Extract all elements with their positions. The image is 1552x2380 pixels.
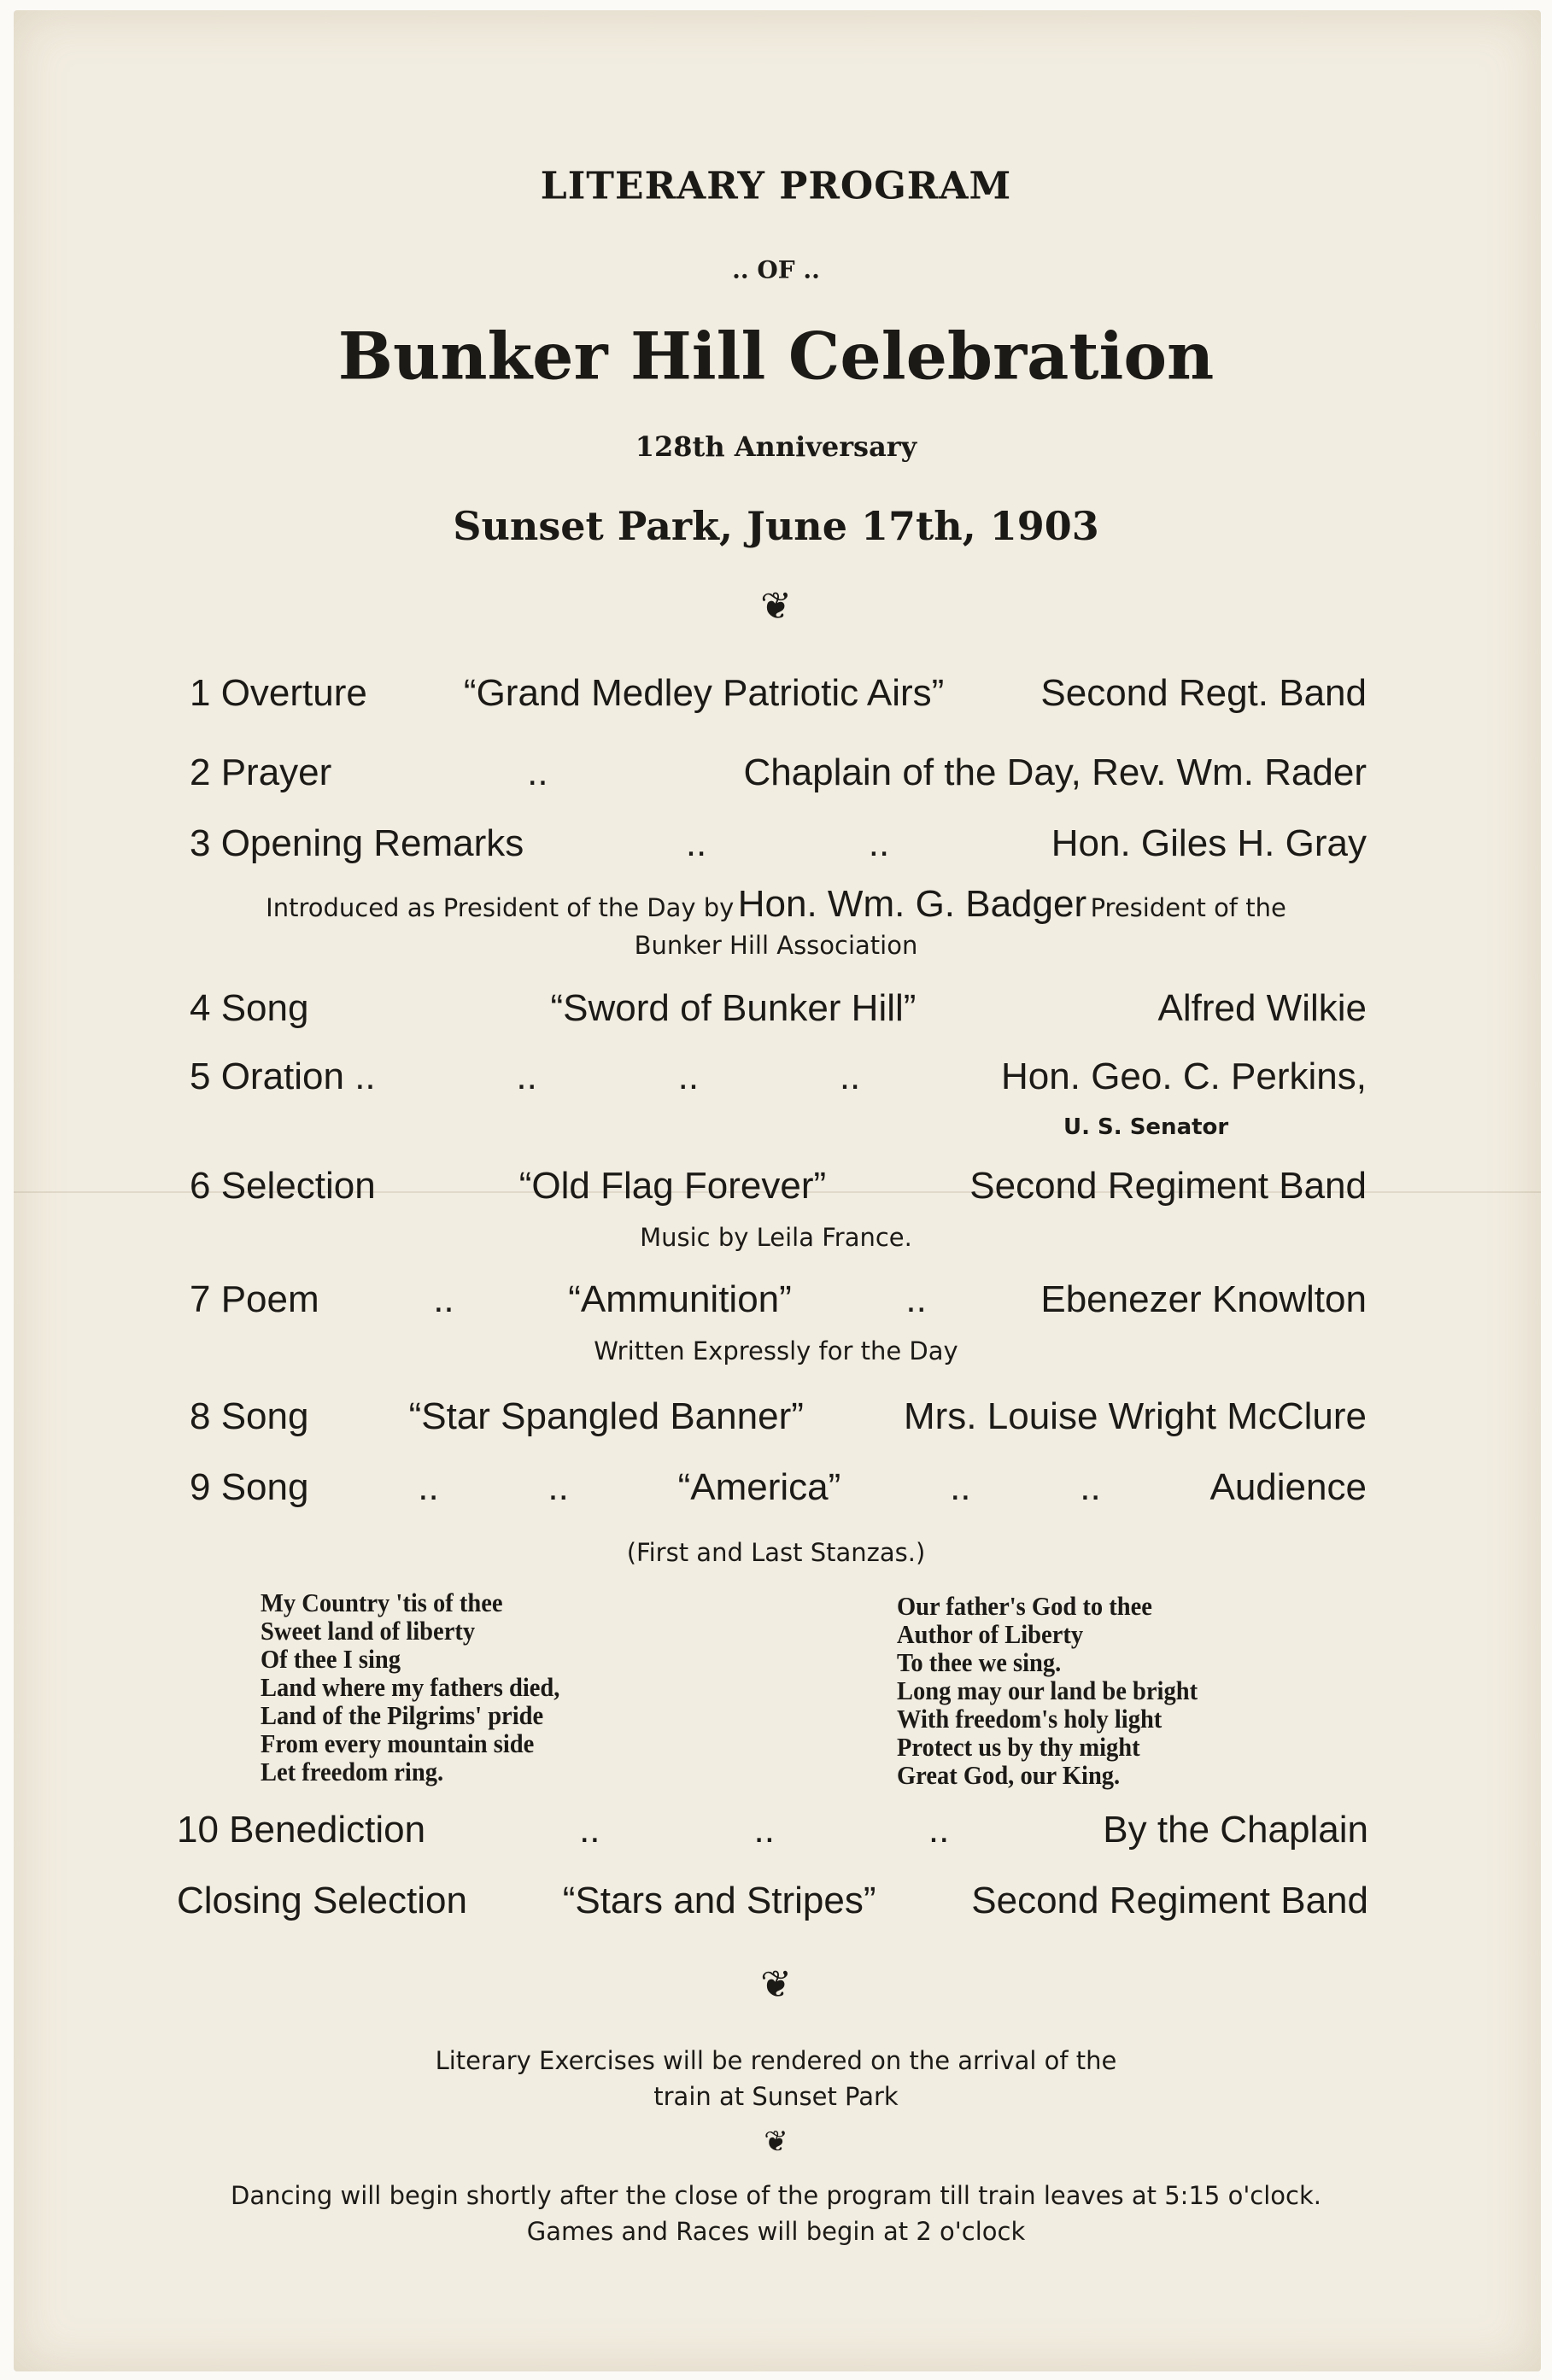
association-note: Bunker Hill Association [634, 931, 918, 960]
item-title: “Ammunition” [568, 1278, 792, 1320]
program-item [190, 1056, 1367, 1098]
item-performer: By the Chaplain [1103, 1809, 1368, 1851]
item-label: 6 Selection [190, 1165, 376, 1207]
item-performer: Ebenezer Knowlton [1040, 1278, 1367, 1320]
ornament-icon: ❦ [760, 1963, 792, 2006]
leader-dots: .. [753, 1809, 775, 1851]
item-label: Closing Selection [177, 1880, 467, 1921]
program-item [190, 1278, 1367, 1321]
item-title: “Stars and Stripes” [562, 1880, 876, 1921]
leader-dots: .. [527, 751, 548, 793]
program-item [177, 1880, 1368, 1922]
poem-line: From every mountain side [261, 1728, 535, 1758]
program-item [177, 1809, 1368, 1851]
item-label: 9 Song [190, 1466, 309, 1508]
item-label: 10 Benediction [177, 1809, 426, 1851]
poem-line: Long may our land be bright [897, 1675, 1198, 1705]
item-label: 7 Poem [190, 1278, 319, 1320]
literary-note-line1: Literary Exercises will be rendered on the arrival of the [435, 2046, 1117, 2075]
item-label: 8 Song [190, 1395, 309, 1437]
written-note: Written Expressly for the Day [594, 1336, 958, 1365]
item-performer: Mrs. Louise Wright McClure [904, 1395, 1367, 1437]
poem-line: Land where my fathers died, [261, 1672, 560, 1702]
leader-dots: .. [677, 1056, 700, 1097]
item-performer: Audience [1209, 1466, 1367, 1508]
item-title: “America” [677, 1466, 841, 1508]
games-note: Games and Races will begin at 2 o'clock [526, 2217, 1026, 2246]
poem-line: To thee we sing. [897, 1647, 1062, 1677]
anniversary: 128th Anniversary [635, 430, 917, 463]
leader-dots: .. [418, 1466, 439, 1508]
program-item [190, 672, 1367, 715]
leader-dots: .. [548, 1466, 569, 1508]
poem-line: Great God, our King. [897, 1760, 1121, 1790]
leader-dots: .. [516, 1056, 537, 1097]
item-title: “Old Flag Forever” [518, 1165, 827, 1207]
poem-right-stanza [897, 1592, 1198, 1789]
poem-left-stanza [261, 1588, 559, 1786]
ornament-icon: ❦ [764, 2126, 788, 2158]
item-title: “Sword of Bunker Hill” [550, 987, 917, 1029]
leader-dots: .. [868, 822, 890, 864]
item-title: “Star Spangled Banner” [408, 1395, 804, 1437]
literary-note-line2: train at Sunset Park [653, 2082, 899, 2111]
intro-note [0, 883, 1552, 926]
poem-line: With freedom's holy light [897, 1704, 1163, 1734]
program-item [190, 1395, 1367, 1438]
poem-line: Land of the Pilgrims' pride [261, 1700, 544, 1730]
note-text: President of the [1090, 893, 1286, 922]
item-performer: Hon. Geo. C. Perkins, [1001, 1056, 1367, 1097]
leader-dots: .. [433, 1278, 454, 1320]
item-performer: Second Regiment Band [969, 1165, 1367, 1207]
leader-dots: .. [685, 822, 707, 864]
leader-dots: .. [839, 1056, 861, 1097]
place-date: Sunset Park, June 17th, 1903 [453, 503, 1099, 549]
music-note: Music by Leila France. [640, 1223, 912, 1252]
item-performer: Chaplain of the Day, Rev. Wm. Rader [743, 751, 1367, 793]
leader-dots: .. [950, 1466, 971, 1508]
of-line: .. OF .. [732, 255, 820, 284]
item-performer: Second Regt. Band [1040, 672, 1367, 714]
senator-note: U. S. Senator [1063, 1114, 1229, 1140]
item-label: 4 Song [190, 987, 309, 1029]
introducer-name: Hon. Wm. G. Badger [737, 883, 1087, 925]
dancing-note: Dancing will begin shortly after the close of the program till train leaves at 5:15 o'clock. [230, 2181, 1321, 2210]
poem-line: Of thee I sing [261, 1644, 401, 1674]
item-label: 1 Overture [190, 672, 367, 714]
poem-line: Sweet land of liberty [261, 1616, 476, 1646]
leader-dots: .. [905, 1278, 927, 1320]
item-label: 3 Opening Remarks [190, 822, 524, 864]
program-item [190, 822, 1367, 865]
item-performer: Alfred Wilkie [1157, 987, 1367, 1029]
poem-line: My Country 'tis of thee [261, 1588, 503, 1617]
poem-line: Let freedom ring. [261, 1757, 444, 1786]
poem-line: Author of Liberty [897, 1619, 1084, 1649]
poem-line: Protect us by thy might [897, 1732, 1140, 1762]
stanzas-note: (First and Last Stanzas.) [626, 1538, 926, 1567]
leader-dots: .. [928, 1809, 950, 1851]
event-title: Bunker Hill Celebration [337, 318, 1215, 395]
program-item [190, 751, 1367, 794]
program-item [190, 1165, 1367, 1208]
item-title: “Grand Medley Patriotic Airs” [463, 672, 945, 714]
program-item [190, 987, 1367, 1030]
item-label: 2 Prayer [190, 751, 332, 793]
title: LITERARY PROGRAM [540, 164, 1012, 208]
ornament-icon: ❦ [760, 585, 792, 628]
note-text: Introduced as President of the Day by [266, 893, 735, 922]
leader-dots: .. [579, 1809, 600, 1851]
item-label: 5 Oration .. [190, 1056, 376, 1097]
item-performer: Hon. Giles H. Gray [1051, 822, 1367, 864]
poem-line: Our father's God to thee [897, 1591, 1152, 1621]
item-performer: Second Regiment Band [971, 1880, 1368, 1921]
leader-dots: .. [1080, 1466, 1101, 1508]
program-item [190, 1466, 1367, 1509]
